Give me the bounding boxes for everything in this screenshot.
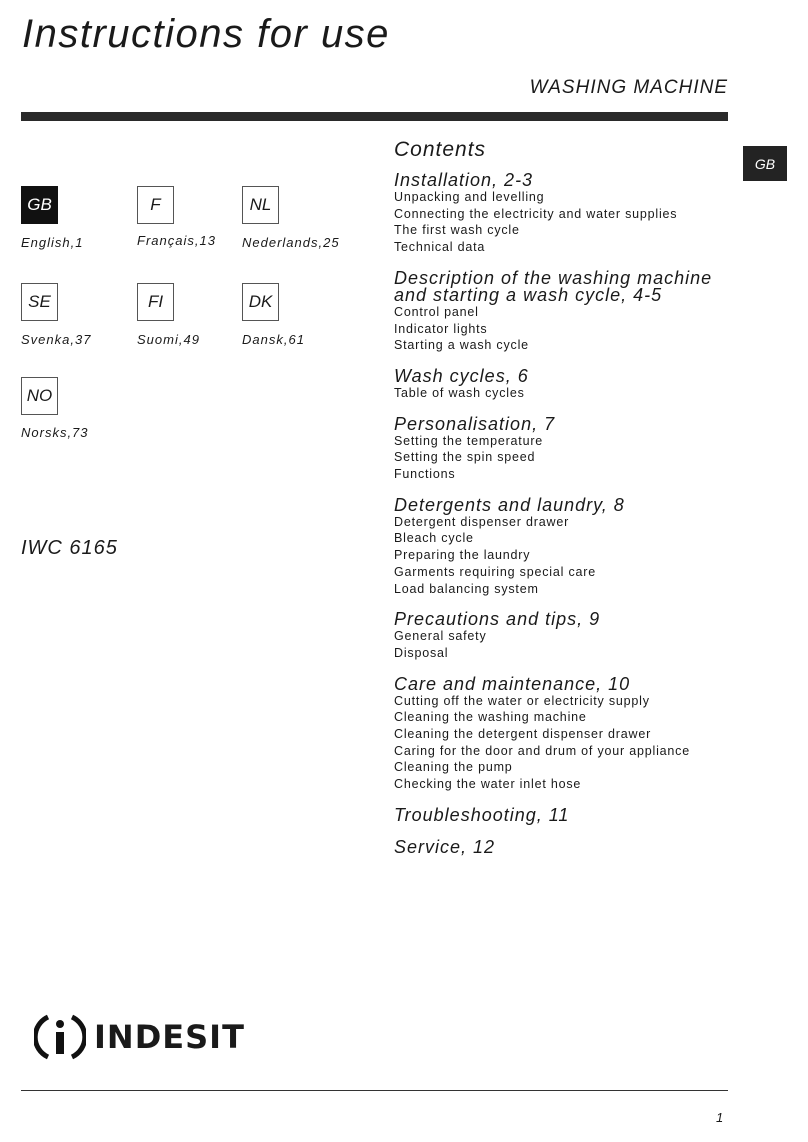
lang-label-no: Norsks,73 bbox=[21, 425, 89, 440]
toc-item[interactable]: Control panel bbox=[394, 304, 479, 319]
toc-section bbox=[394, 267, 734, 354]
toc-section bbox=[394, 804, 734, 825]
toc-item[interactable]: Load balancing system bbox=[394, 581, 539, 596]
toc-heading[interactable]: Care and maintenance, 10 bbox=[394, 673, 631, 694]
lang-label-se: Svenka,37 bbox=[21, 332, 92, 347]
lang-box-f[interactable]: F bbox=[137, 186, 174, 224]
lang-box-gb[interactable]: GB bbox=[21, 186, 58, 224]
lang-label-gb: English,1 bbox=[21, 235, 84, 250]
toc-item[interactable]: Checking the water inlet hose bbox=[394, 777, 582, 792]
brand-logo bbox=[34, 1011, 245, 1063]
toc-item[interactable]: Disposal bbox=[394, 645, 449, 660]
toc-heading[interactable]: Wash cycles, 6 bbox=[394, 365, 529, 386]
toc-item[interactable]: Setting the temperature bbox=[394, 433, 544, 448]
indesit-emblem-icon bbox=[34, 1011, 86, 1063]
toc-item[interactable]: Indicator lights bbox=[394, 321, 488, 336]
toc-item[interactable]: Connecting the electricity and water supplies bbox=[394, 206, 678, 221]
page-number: 1 bbox=[716, 1110, 724, 1125]
footer-divider bbox=[21, 1090, 728, 1091]
lang-label-dk: Dansk,61 bbox=[242, 332, 305, 347]
toc-section bbox=[394, 413, 734, 483]
toc-item[interactable]: Technical data bbox=[394, 240, 486, 255]
toc-item[interactable]: Cleaning the detergent dispenser drawer bbox=[394, 727, 652, 742]
header-divider bbox=[21, 112, 728, 121]
toc-item[interactable]: Detergent dispenser drawer bbox=[394, 514, 570, 529]
toc-item[interactable]: Unpacking and levelling bbox=[394, 190, 545, 204]
toc-heading[interactable]: Installation, 2-3 bbox=[394, 170, 534, 190]
toc-section bbox=[394, 494, 734, 598]
brand-wordmark: INDESIT bbox=[94, 1018, 245, 1056]
toc-item[interactable]: Preparing the laundry bbox=[394, 548, 531, 563]
document-title: Instructions for use bbox=[22, 12, 390, 56]
lang-box-fi[interactable]: FI bbox=[137, 283, 174, 321]
lang-label-f: Français,13 bbox=[137, 233, 216, 248]
toc-item[interactable]: Cleaning the washing machine bbox=[394, 710, 587, 725]
toc-heading[interactable]: Precautions and tips, 9 bbox=[394, 609, 601, 630]
model-number: IWC 6165 bbox=[21, 537, 118, 559]
toc-heading[interactable]: Description of the washing machine and starting a wash cycle, 4-5 bbox=[394, 267, 713, 305]
toc-section bbox=[394, 836, 734, 857]
toc-heading[interactable]: Troubleshooting, 11 bbox=[394, 804, 570, 825]
toc-item[interactable]: Functions bbox=[394, 467, 456, 482]
lang-box-dk[interactable]: DK bbox=[242, 283, 279, 321]
table-of-contents bbox=[394, 172, 734, 856]
contents-title: Contents bbox=[394, 138, 487, 161]
toc-item[interactable]: Garments requiring special care bbox=[394, 564, 596, 579]
toc-section bbox=[394, 365, 734, 402]
toc-heading[interactable]: Personalisation, 7 bbox=[394, 413, 556, 434]
document-subtitle: WASHING MACHINE bbox=[529, 77, 728, 98]
toc-item[interactable]: Starting a wash cycle bbox=[394, 338, 529, 353]
toc-item[interactable]: Bleach cycle bbox=[394, 531, 474, 546]
toc-item[interactable]: The first wash cycle bbox=[394, 223, 520, 238]
toc-section bbox=[394, 611, 734, 661]
toc-item[interactable]: Cutting off the water or electricity supply bbox=[394, 693, 650, 708]
toc-item[interactable]: General safety bbox=[394, 629, 487, 644]
toc-item[interactable]: Caring for the door and drum of your appliance bbox=[394, 743, 690, 758]
lang-box-se[interactable]: SE bbox=[21, 283, 58, 321]
toc-item[interactable]: Setting the spin speed bbox=[394, 450, 536, 465]
lang-box-nl[interactable]: NL bbox=[242, 186, 279, 224]
language-side-tab: GB bbox=[743, 146, 787, 181]
lang-label-fi: Suomi,49 bbox=[137, 332, 200, 347]
toc-heading[interactable]: Detergents and laundry, 8 bbox=[394, 494, 625, 515]
toc-section bbox=[394, 673, 734, 793]
lang-box-no[interactable]: NO bbox=[21, 377, 58, 415]
lang-label-nl: Nederlands,25 bbox=[242, 235, 340, 250]
toc-item[interactable]: Table of wash cycles bbox=[394, 385, 525, 400]
toc-item[interactable]: Cleaning the pump bbox=[394, 760, 513, 775]
toc-heading[interactable]: Service, 12 bbox=[394, 836, 496, 857]
toc-section bbox=[394, 172, 734, 256]
